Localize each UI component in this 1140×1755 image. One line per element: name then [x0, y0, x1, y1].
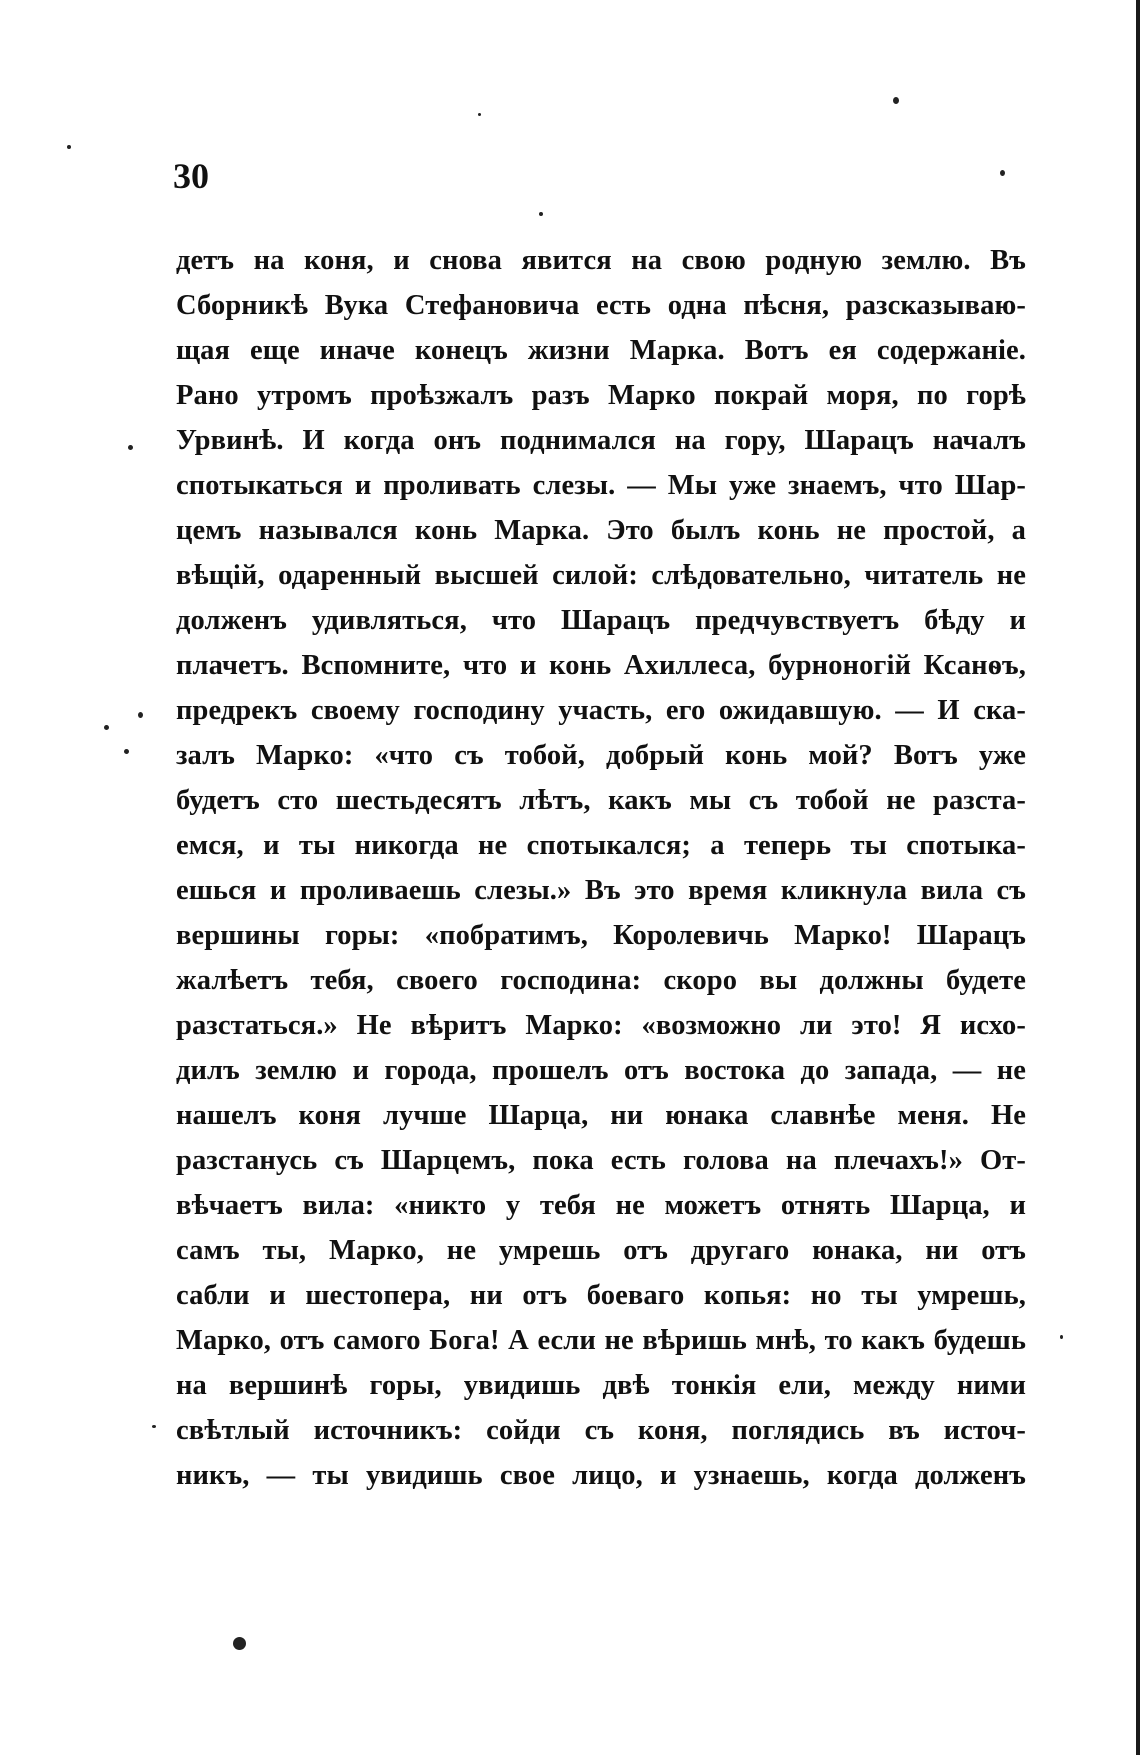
text-line: залъ Марко: «что съ тобой, добрый конь мой? Вотъ уже: [176, 740, 1026, 771]
scan-speck: [124, 749, 129, 754]
text-line: долженъ удивляться, что Шарацъ предчувствуетъ бѣду и: [176, 605, 1026, 636]
text-line: ешься и проливаешь слезы.» Въ это время кликнула вила съ: [176, 875, 1026, 906]
text-line: вѣчаетъ вила: «никто у тебя не можетъ отнять Шарца, и: [176, 1190, 1026, 1221]
scan-speck: [138, 712, 143, 718]
scan-speck: [233, 1637, 246, 1650]
text-line: Марко, отъ самого Бога! А если не вѣришь мнѣ, то какъ будешь: [176, 1325, 1026, 1356]
scan-speck: [152, 1425, 156, 1428]
text-line: дилъ землю и города, прошелъ отъ востока до запада, — не: [176, 1055, 1026, 1086]
text-line: самъ ты, Марко, не умрешь отъ другаго юнака, ни отъ: [176, 1235, 1026, 1266]
body-text: [176, 238, 1026, 1498]
page-number: 30: [173, 156, 209, 196]
text-line: емся, и ты никогда не спотыкался; а теперь ты спотыка-: [176, 830, 1026, 861]
text-line: свѣтлый источникъ: сойди съ коня, поглядись въ источ-: [176, 1415, 1026, 1446]
text-line: спотыкаться и проливать слезы. — Мы уже знаемъ, что Шар-: [176, 470, 1026, 501]
scan-speck: [128, 445, 133, 450]
text-line: Рано утромъ проѣзжалъ разъ Марко покрай моря, по горѣ: [176, 380, 1026, 411]
text-line: щая еще иначе конецъ жизни Марка. Вотъ ея содержаніе.: [176, 335, 1026, 366]
text-line: вершины горы: «побратимъ, Королевичь Марко! Шарацъ: [176, 920, 1026, 951]
scan-speck: [1060, 1335, 1063, 1339]
text-line: детъ на коня, и снова явится на свою родную землю. Въ: [176, 245, 1026, 276]
page-edge-shadow: [1136, 0, 1140, 1755]
text-line: жалѣетъ тебя, своего господина: скоро вы должны будете: [176, 965, 1026, 996]
text-line: вѣщій, одаренный высшей силой: слѣдовательно, читатель не: [176, 560, 1026, 591]
text-line: разстаться.» Не вѣритъ Марко: «возможно ли это! Я исхо-: [176, 1010, 1026, 1041]
text-line: на вершинѣ горы, увидишь двѣ тонкія ели, между ними: [176, 1370, 1026, 1401]
scan-speck: [1000, 170, 1005, 176]
text-line: Сборникѣ Вука Стефановича есть одна пѣсня, разсказываю-: [176, 290, 1026, 321]
scan-speck: [539, 212, 543, 216]
text-line: плачетъ. Вспомните, что и конь Ахиллеса, бурноногій Ксанѳъ,: [176, 650, 1026, 681]
scan-speck: [478, 113, 481, 116]
scan-speck: [67, 145, 71, 149]
text-line: будетъ сто шестьдесятъ лѣтъ, какъ мы съ тобой не разста-: [176, 785, 1026, 816]
text-line: предрекъ своему господину участь, его ожидавшую. — И ска-: [176, 695, 1026, 726]
scan-speck: [104, 725, 109, 730]
text-line: нашелъ коня лучше Шарца, ни юнака славнѣе меня. Не: [176, 1100, 1026, 1131]
scan-speck: [893, 97, 899, 104]
text-line: разстанусь съ Шарцемъ, пока есть голова на плечахъ!» От-: [176, 1145, 1026, 1176]
text-line: цемъ назывался конь Марка. Это былъ конь не простой, а: [176, 515, 1026, 546]
text-line: никъ, — ты увидишь свое лицо, и узнаешь, когда долженъ: [176, 1460, 1026, 1491]
text-line: сабли и шестопера, ни отъ боеваго копья: но ты умрешь,: [176, 1280, 1026, 1311]
text-line: Урвинѣ. И когда онъ поднимался на гору, Шарацъ началъ: [176, 425, 1026, 456]
